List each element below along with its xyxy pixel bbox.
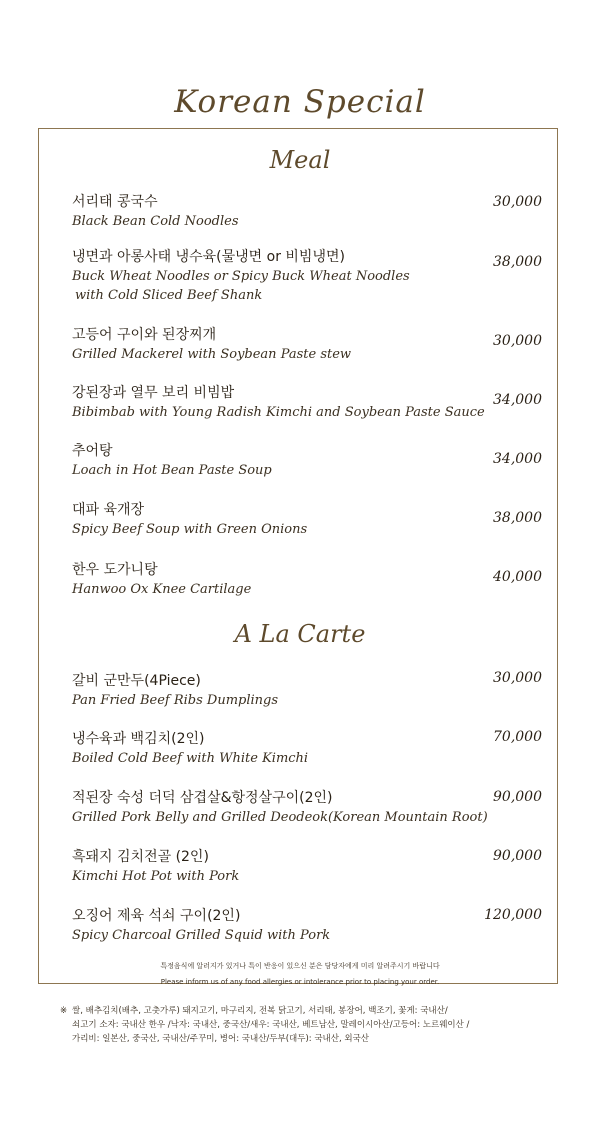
- item-name-korean: 냉면과 아롱사태 냉수육(물냉면 or 비빔냉면): [72, 249, 345, 265]
- item-price: 30,000: [493, 194, 542, 210]
- item-name-english: Black Bean Cold Noodles: [72, 214, 239, 229]
- item-name-english: Grilled Mackerel with Soybean Paste stew: [72, 347, 352, 362]
- item-name-korean: 흑돼지 김치전골 (2인): [72, 849, 209, 865]
- menu-item: [72, 788, 542, 827]
- item-price: 34,000: [493, 392, 542, 408]
- item-name-korean: 적된장 숙성 더덕 삼겹살&항정살구이(2인): [72, 790, 333, 806]
- item-price: 30,000: [493, 333, 542, 349]
- item-name-english: Bibimbab with Young Radish Kimchi and Soybean Paste Sauce: [72, 405, 485, 420]
- menu-item: [72, 729, 542, 768]
- item-name-english: Buck Wheat Noodles or Spicy Buck Wheat Noodles: [72, 269, 410, 284]
- item-price: 38,000: [493, 254, 542, 270]
- origin-footnote: [60, 1004, 542, 1046]
- section-title-meal: Meal: [269, 146, 331, 174]
- menu-item: [72, 383, 542, 422]
- menu-item: [72, 847, 542, 886]
- item-name-english: Loach in Hot Bean Paste Soup: [72, 463, 272, 478]
- item-price: 90,000: [493, 789, 542, 805]
- item-price: 30,000: [493, 670, 542, 686]
- menu-item: [72, 192, 542, 231]
- footnote-line: 쌀, 배추김치(배추, 고춧가루) 돼지고기, 마구리지, 전복 닭고기, 서리태, 봉장어, 백조기, 꽃게: 국내산/: [72, 1006, 448, 1016]
- menu-item: [72, 671, 542, 710]
- item-name-korean: 대파 육개장: [72, 502, 145, 518]
- item-name-korean: 강된장과 열무 보리 비빔밥: [72, 385, 235, 401]
- item-name-english: Pan Fried Beef Ribs Dumplings: [72, 693, 279, 708]
- reference-mark: ※: [60, 1006, 68, 1016]
- item-price: 40,000: [493, 569, 542, 585]
- allergy-notice-korean: 특정음식에 알러지가 있거나 특이 반응이 있으신 분은 담당자에게 미리 알려주시기 바랍니다: [160, 962, 440, 970]
- item-name-english: Spicy Charcoal Grilled Squid with Pork: [72, 928, 331, 943]
- item-name-english: Spicy Beef Soup with Green Onions: [72, 522, 308, 537]
- item-name-korean: 서리태 콩국수: [72, 194, 158, 210]
- item-price: 90,000: [493, 848, 542, 864]
- menu-item: [72, 560, 542, 599]
- allergy-notice-english: Please inform us of any food allergies or intolerance prior to placing your order.: [160, 978, 440, 986]
- menu-item: [72, 441, 542, 480]
- item-price: 70,000: [493, 729, 542, 745]
- menu-item: [72, 906, 542, 945]
- item-price: 34,000: [493, 451, 542, 467]
- item-price: 120,000: [484, 907, 542, 923]
- menu-title: Korean Special: [174, 84, 426, 120]
- item-name-korean: 추어탕: [72, 443, 113, 459]
- section-title-a-la-carte: A La Carte: [234, 620, 366, 648]
- item-name-korean: 오징어 제육 석쇠 구이(2인): [72, 908, 241, 924]
- item-name-english: Boiled Cold Beef with White Kimchi: [72, 751, 309, 766]
- item-name-english: Kimchi Hot Pot with Pork: [72, 869, 240, 884]
- menu-item: [72, 325, 542, 364]
- item-name-korean: 냉수육과 백김치(2인): [72, 731, 205, 747]
- item-name-korean: 한우 도가니탕: [72, 562, 158, 578]
- item-name-korean: 고등어 구이와 된장찌개: [72, 327, 217, 343]
- footnote-line: 가리비: 일본산, 중국산, 국내산/주꾸미, 병어: 국내산/두부(대두): 국내산, 외국산: [72, 1034, 370, 1044]
- item-name-english: Grilled Pork Belly and Grilled Deodeok(Korean Mountain Root): [72, 810, 488, 825]
- item-name-english: Hanwoo Ox Knee Cartilage: [72, 582, 252, 597]
- menu-item: [72, 500, 542, 539]
- menu-item: [72, 247, 542, 305]
- item-name-korean: 갈비 군만두(4Piece): [72, 673, 201, 689]
- item-name-english-line2: with Cold Sliced Beef Shank: [75, 288, 263, 303]
- footnote-line: 쇠고기 소자: 국내산 한우 /낙자: 국내산, 중국산/새우: 국내산, 베트남산, 말레이시아산/고등어: 노르웨이산 /: [72, 1020, 470, 1030]
- item-price: 38,000: [493, 510, 542, 526]
